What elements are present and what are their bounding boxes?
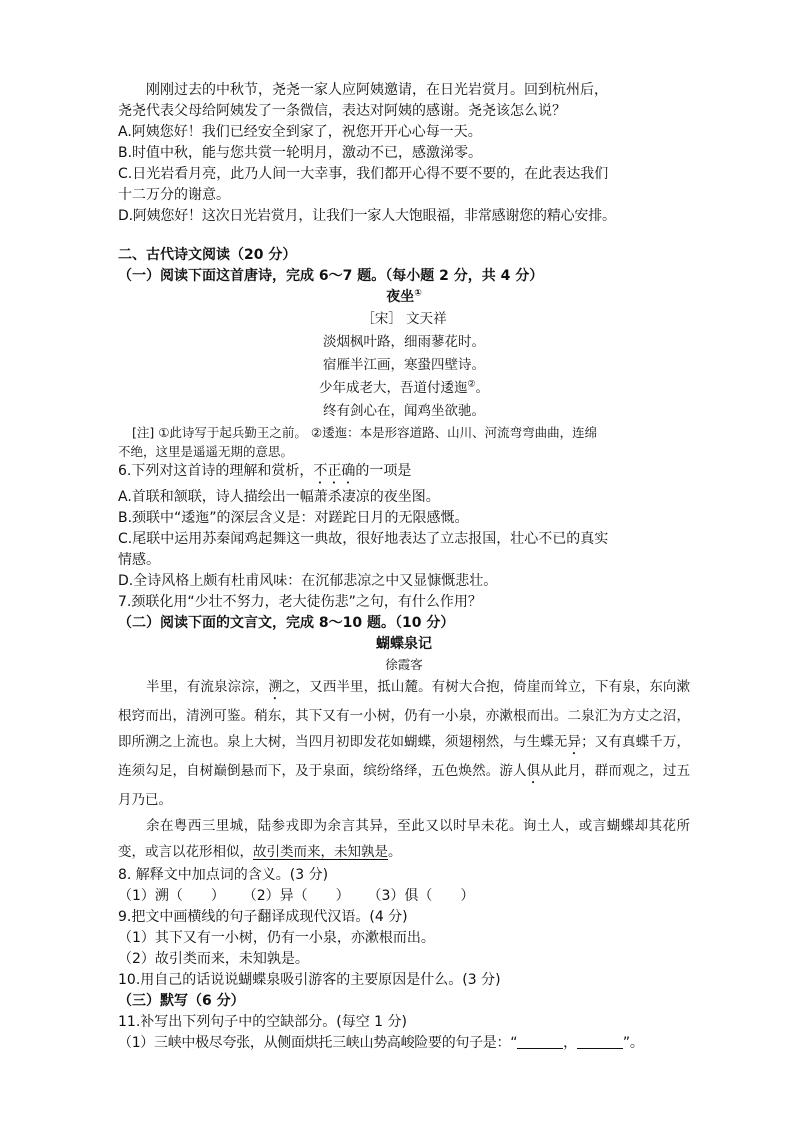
- q6-option-b: B.颈联中“逶迤”的深层含义是：对蹉跎日月的无限感慨。: [118, 510, 469, 526]
- q6-option-a: A.首联和颔联，诗人描绘出一幅萧杀凄凉的夜坐图。: [118, 489, 440, 505]
- q9-item-1: （1）其下又有一小树，仍有一小泉，亦漱根而出。: [118, 930, 435, 946]
- essay-p1-dotted-su: 溯: [268, 679, 283, 695]
- poem-note-line-2: 不绝，这里是遥遥无期的意思。: [118, 444, 294, 459]
- poem-line-2: 宿雁半江画，寒蛩四壁诗。: [323, 357, 485, 373]
- q11-item-1-text: （1）三峡中极尽夸张，从侧面烘托三峡山势高峻险要的句子是：“: [118, 1035, 518, 1051]
- q6-stem-pre: 6.下列对这首诗的理解和赏析，: [118, 463, 314, 479]
- poem-line-3: 少年成老大，吾道付逶迤②。: [318, 379, 490, 396]
- essay-p2-seg-c: 。: [388, 844, 402, 860]
- essay-p1-seg-c: 之，又西半里，抵山麓。有树大合抱，倚崖而耸立，下有泉，东向漱根窍而出，清洌可鉴。稍东，其下又有一小树，仍有一小泉，亦漱根而出。二泉汇为方丈之沼，即所溯之上流也。泉上大树，当四月初即发花如蝴蝶，须翅栩然，与生蝶无: [118, 679, 691, 750]
- essay-p1-seg-g: 从此月，群而观之，过五月乃已。: [118, 763, 691, 808]
- essay-p1-seg-a: 半里，有流泉淙淙，: [146, 679, 269, 695]
- essay-title: 蝴蝶泉记: [376, 636, 432, 652]
- q5-option-c-line-1: C.日光岩看月亮，此乃人间一大幸事，我们都开心得不要不要的，在此表达我们: [118, 166, 609, 182]
- essay-p1-seg-e: ；又有真蝶千万，连须勾足，自树巅倒悬而下，及于泉面，缤纷络绎，五色焕然。游人: [118, 734, 691, 779]
- essay-paragraph-1: [118, 674, 690, 813]
- q6-stem-post: 的一项是: [355, 463, 412, 479]
- part-2-heading: （二）阅读下面的文言文，完成 8～10 题。（10 分）: [118, 615, 455, 631]
- q8-stem: 8. 解释文中加点词的含义。(3 分): [118, 867, 329, 883]
- q5-option-d: D.阿姨您好！这次日光岩赏月，让我们一家人大饱眼福，非常感谢您的精心安排。: [118, 208, 616, 224]
- q11-stem: 11.补写出下列句子中的空缺部分。(每空 1 分): [118, 1014, 407, 1030]
- q6-stem-emphasis: 不正确: [313, 463, 356, 479]
- q5-option-b: B.时值中秋，能与您共赏一轮明月，激动不已，感激涕零。: [118, 145, 483, 161]
- poem-line-4: 终有剑心在，闻鸡坐欲驰。: [323, 403, 485, 419]
- q8-item-3: （3）俱（: [367, 888, 433, 904]
- poem-line-3-text: 少年成老大，吾道付逶迤: [318, 380, 468, 396]
- q6-option-d: D.全诗风格上颇有杜甫风味：在沉郁悲凉之中又显慷慨悲壮。: [118, 573, 498, 589]
- q8-items: [118, 886, 690, 907]
- q9-item-2: （2）故引类而来，未知孰是。: [118, 951, 309, 967]
- q9-stem: 9.把文中画横线的句子翻译成现代汉语。(4 分): [118, 909, 408, 925]
- essay-author: 徐霞客: [385, 657, 423, 672]
- q6-stem: [118, 461, 690, 487]
- essay-p1-dotted-ju: 俱: [526, 763, 541, 779]
- poem-title: [118, 287, 690, 308]
- q11-blank-2[interactable]: [577, 1034, 623, 1049]
- q10-stem: 10.用自己的话说说蝴蝶泉吸引游客的主要原因是什么。(3 分): [118, 972, 501, 988]
- poem-line-1: 淡烟枫叶路，细雨蓼花时。: [323, 334, 485, 350]
- q5-option-a: A.阿姨您好！我们已经安全到家了，祝您开开心心每一天。: [118, 124, 482, 140]
- q11-item-1-comma: ，: [563, 1035, 577, 1051]
- part-1-heading: （一）阅读下面这首唐诗，完成 6～7 题。（每小题 2 分，共 4 分）: [118, 268, 544, 284]
- q8-item-3-close: ）: [460, 888, 475, 904]
- q8-item-1-close: ）: [210, 888, 225, 904]
- essay-p2-seg-a: 余在粤西三里城，陆参戎即为余言其异，至此又以时早未花。询土人，或言蝴蝶却其花所变，或言以花形相似，: [118, 818, 690, 860]
- q8-item-2: （2）异（: [242, 888, 308, 904]
- poem-title-footnote-mark: ①: [414, 288, 422, 299]
- q11-item-1-close: ”。: [622, 1035, 644, 1051]
- poem-note-line-1: [注] ①此诗写于起兵勤王之前。 ②逶迤：本是形容道路、山川、河流弯弯曲曲，连绵: [132, 425, 598, 440]
- section-2-title: 二、古代诗文阅读（20 分）: [118, 247, 297, 263]
- essay-p2-underlined: 故引类而来，未知孰是: [253, 844, 388, 860]
- essay-paragraph-2: [118, 813, 690, 865]
- q5-stem-line-2: 尧尧代表父母给阿姨发了一条微信，表达对阿姨的感谢。尧尧该怎么说？: [118, 103, 566, 119]
- q7-stem: 7.颈联化用“少壮不努力，老大徒伤悲”之句，有什么作用？: [118, 594, 482, 610]
- poem-author: ［宋］ 文天祥: [361, 311, 447, 327]
- q5-stem-line-1: 刚刚过去的中秋节，尧尧一家人应阿姨邀请，在日光岩赏月。回到杭州后，: [146, 82, 608, 98]
- poem-title-text: 夜坐: [386, 289, 415, 305]
- part-3-heading: （三）默写（6 分）: [118, 993, 245, 1009]
- poem-line-3-footnote-mark: ②: [467, 379, 476, 390]
- q5-option-c-line-2: 十二万分的谢意。: [118, 187, 230, 203]
- q11-item-1: [118, 1033, 690, 1054]
- q8-item-2-close: ）: [335, 888, 350, 904]
- q6-option-c-line-2: 情感。: [118, 552, 160, 568]
- q6-option-c-line-1: C.尾联中运用苏秦闻鸡起舞这一典故，很好地表达了立志报国，壮心不已的真实: [118, 531, 609, 547]
- q8-item-1: （1）溯（: [118, 888, 183, 904]
- q11-blank-1[interactable]: [517, 1034, 563, 1049]
- exam-page: [118, 80, 690, 1054]
- essay-p1-dotted-yi: 异: [567, 734, 582, 750]
